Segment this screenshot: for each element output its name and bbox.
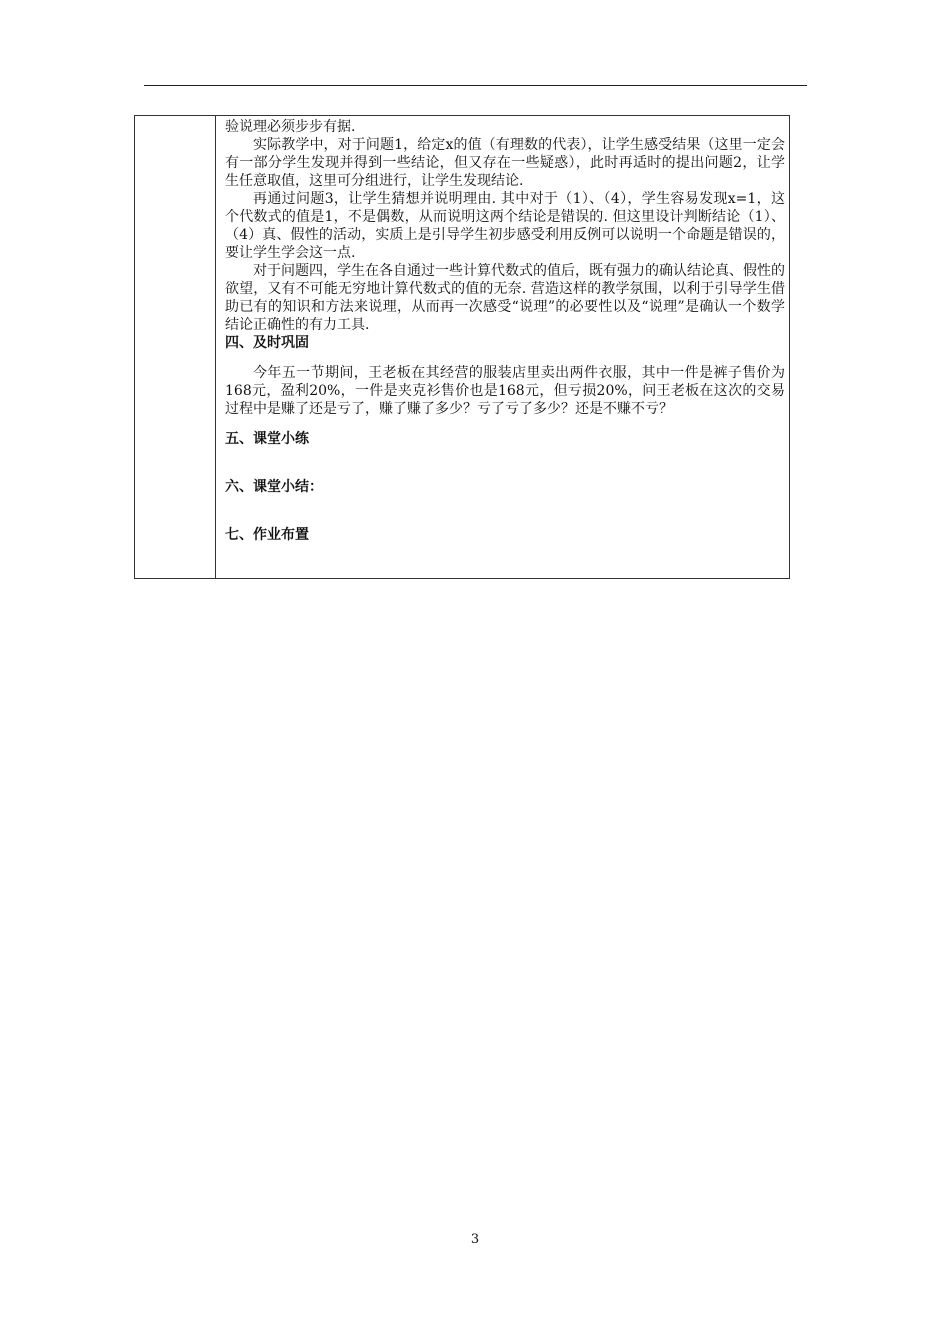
header-rule: [144, 85, 807, 86]
paragraph-teaching-practice: 实际教学中，对于问题1，给定x的值（有理数的代表），让学生感受结果（这里一定会有一部分学生发现并得到一些结论，但又存在一些疑惑），此时再适时的提出问题2，让学生任意取值，这里可分组进行，让学生发现结论.: [225, 137, 785, 189]
paragraph-reasoning-basis: 验说理必须步步有据.: [225, 119, 356, 135]
heading-homework: 七、作业布置: [225, 527, 309, 543]
paragraph-exercise-problem: 今年五一节期间，王老板在其经营的服装店里卖出两件衣服，其中一件是裤子售价为168元，盈利20%，一件是夹克衫售价也是168元，但亏损20%，问王老板在这次的交易过程中是赚了还是亏了，赚了赚了多少？亏了亏了多少？还是不赚不亏？: [225, 365, 785, 417]
paragraph-problem-3: 再通过问题3，让学生猜想并说明理由. 其中对于（1）、（4），学生容易发现x=1，这个代数式的值是1，不是偶数，从而说明这两个结论是错误的. 但这里设计判断结论（1）、（4）真、假性的活动，实质上是引导学生初步感受利用反例可以说明一个命题是错误的，要让学生学会这一点.: [225, 191, 785, 261]
paragraph-problem-4: 对于问题四，学生在各自通过一些计算代数式的值后，既有强力的确认结论真、假性的欲望，又有不可能无穷地计算代数式的值的无奈. 营造这样的教学氛围，以利于引导学生借助已有的知识和方法来说理，从而再一次感受“说理”的必要性以及“说理”是确认一个数学结论正确性的有力工具.: [225, 263, 785, 333]
page-number: 3: [470, 1232, 480, 1247]
heading-class-practice: 五、课堂小练: [225, 431, 309, 447]
lesson-table: [134, 115, 790, 579]
table-content-cell: [225, 118, 785, 544]
heading-consolidation: 四、及时巩固: [225, 335, 309, 351]
table-left-column: [135, 116, 216, 578]
heading-class-summary: 六、课堂小结：: [225, 479, 323, 495]
